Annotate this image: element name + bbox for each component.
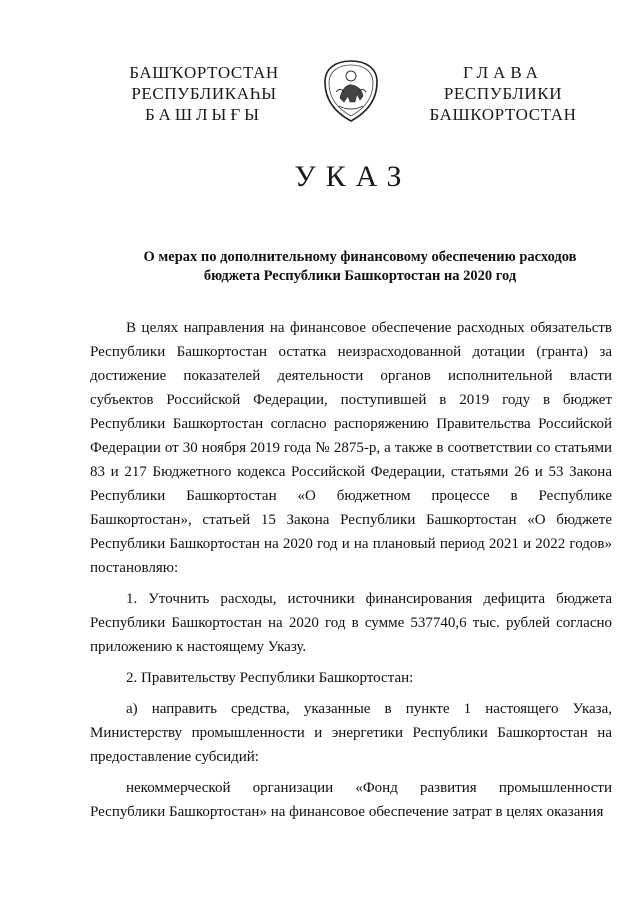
header-left-line-3: БАШЛЫҒЫ <box>145 105 263 124</box>
paragraph-item-2: 2. Правительству Республики Башкортостан: <box>126 670 414 686</box>
header-right-line-3: БАШКОРТОСТАН <box>429 105 577 124</box>
header-right-block <box>403 62 603 125</box>
document-subject <box>90 248 630 286</box>
subject-line-2: бюджета Республики Башкортостан на 2020 год <box>203 268 517 284</box>
header-left-block <box>104 62 304 125</box>
paragraph-item-2a: а) направить средства, указанные в пункте 1 настоящего Указа, Министерству промышленности и энергетики Республики Башкортостан на предоставление субсидий: <box>90 701 612 765</box>
document-title: УКАЗ <box>294 160 412 193</box>
header-left-line-2: РЕСПУБЛИКАҺЫ <box>131 84 277 103</box>
paragraph-item-1: 1. Уточнить расходы, источники финансирования дефицита бюджета Республики Башкортостан на 2020 год в сумме 537740,6 тыс. рублей согласно приложению к настоящему Указу. <box>90 591 612 655</box>
subject-line-1: О мерах по дополнительному финансовому обеспечению расходов <box>143 249 577 265</box>
paragraph-preamble: В целях направления на финансовое обеспечение расходных обязательств Республики Башкортостан остатка неизрасходованной дотации (гранта) за достижение показателей деятельности органов исполнительной власти субъектов Российской Федерации, поступившей в 2019 году в бюджет Республики Башкортостан согласно распоряжению Правительства Российской Федерации от 30 ноября 2019 года № 2875-р, а также в соответствии со статьями 83 и 217 Бюджетного кодекса Российской Федерации, статьями 26 и 53 Закона Республики Башкортостан «О бюджетном процессе в Республике Башкортостан», статьей 15 Закона Республики Башкортостан «О бюджете Республики Башкортостан на 2020 год и на плановый период 2021 и 2022 годов» постановляю: <box>90 320 612 576</box>
header-right-line-1: ГЛАВА <box>463 63 543 82</box>
header-left-line-1: БАШҠОРТОСТАН <box>129 63 279 82</box>
document-body <box>90 316 612 831</box>
coat-of-arms-emblem-icon <box>322 58 380 124</box>
paragraph-subsidy-recipient: некоммерческой организации «Фонд развития промышленности Республики Башкортостан» на финансовое обеспечение затрат в целях оказания <box>90 780 612 820</box>
header-right-line-2: РЕСПУБЛИКИ <box>443 84 563 103</box>
